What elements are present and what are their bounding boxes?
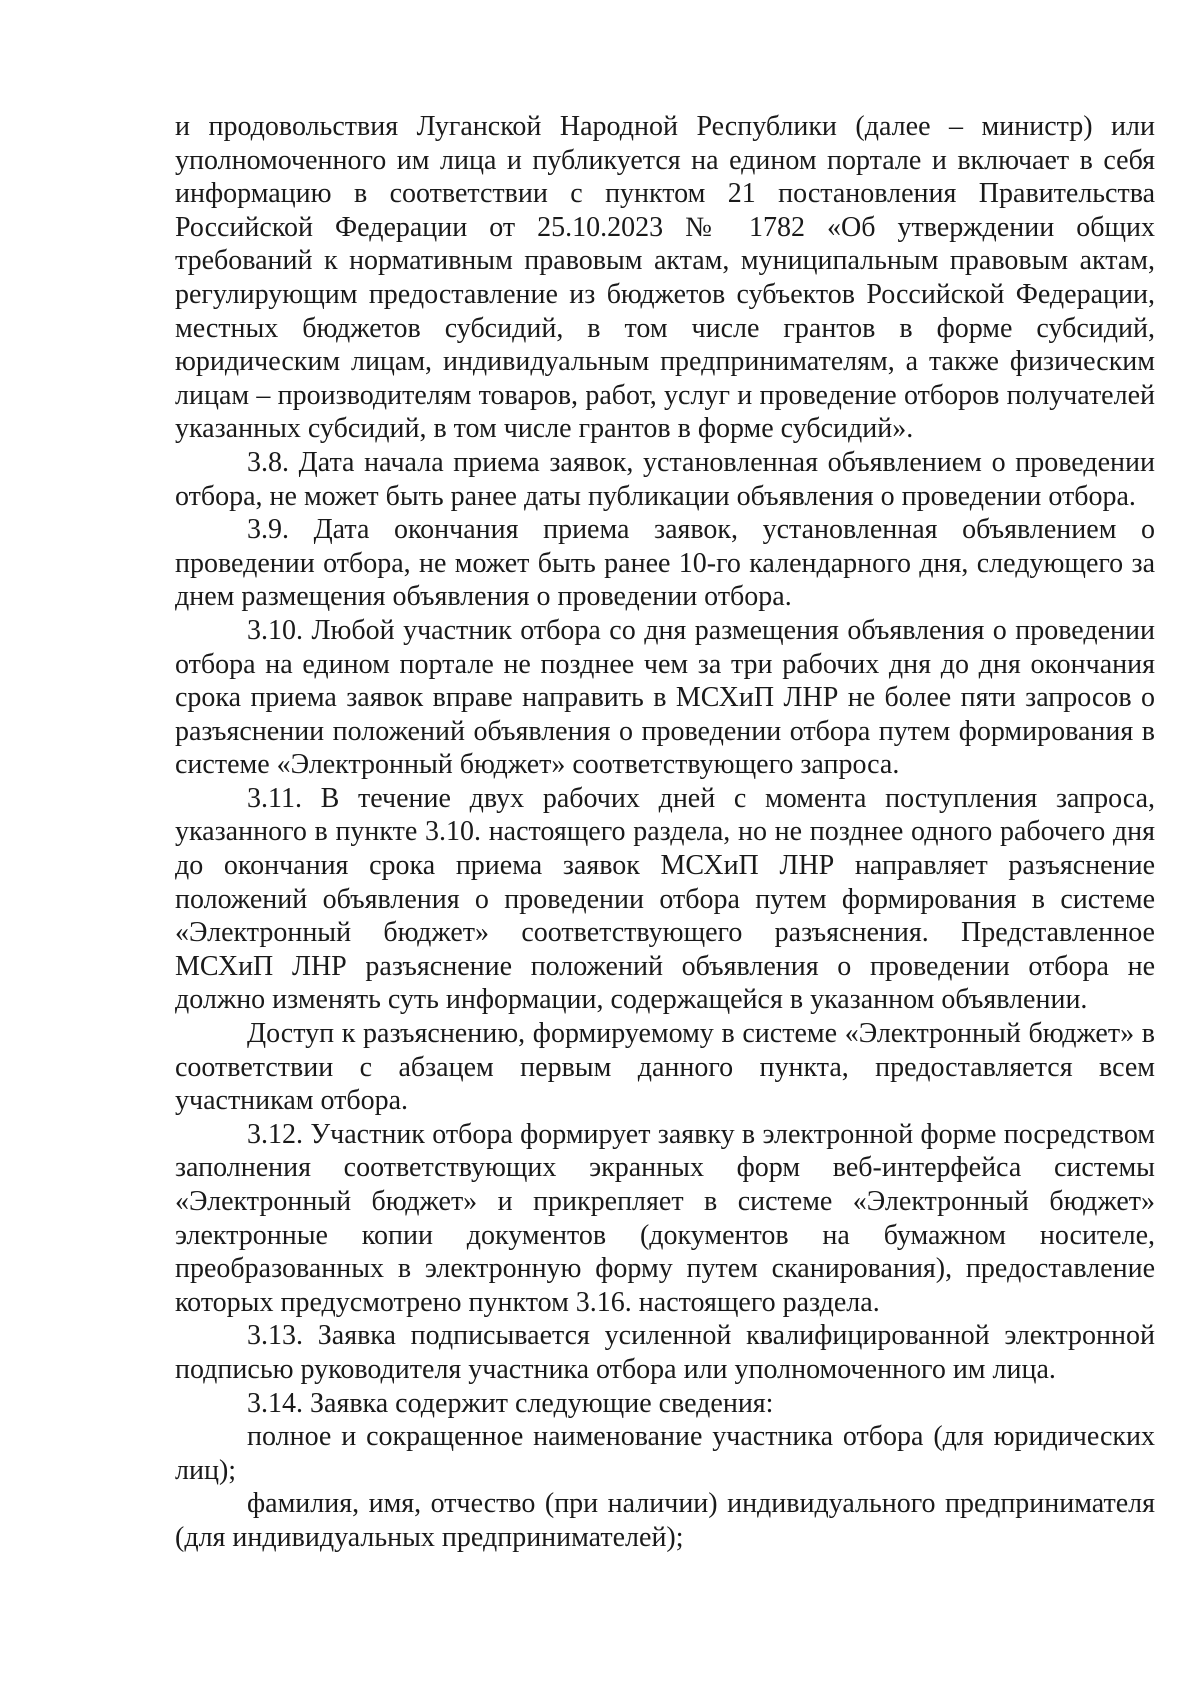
paragraph-continuation: и продовольствия Луганской Народной Республики (далее – министр) или уполномоченного им лица и публикуется на едином портале и включает в себя информацию в соответствии с пунктом 21 постановления Правительства Российской Федерации от 25.10.2023 № 1782 «Об утверждении общих требований к нормативным правовым актам, муниципальным правовым актам, регулирующим предоставление из бюджетов субъектов Российской Федерации, местных бюджетов субсидий, в том числе грантов в форме субсидий, юридическим лицам, индивидуальным предпринимателям, а также физическим лицам – производителям товаров, работ, услуг и проведение отборов получателей указанных субсидий, в том числе грантов в форме субсидий». xyxy=(175,111,1155,445)
paragraph-3-9: 3.9. Дата окончания приема заявок, установленная объявлением о проведении отбора, не может быть ранее 10-го календарного дня, следующего за днем размещения объявления о проведении отбора. xyxy=(175,514,1155,613)
paragraph-3-11-access: Доступ к разъяснению, формируемому в системе «Электронный бюджет» в соответствии с абзацем первым данного пункта, предоставляется всем участникам отбора. xyxy=(175,1018,1155,1117)
paragraph-3-14-item-fio: фамилия, имя, отчество (при наличии) индивидуального предпринимателя (для индивидуальных предпринимателей); xyxy=(175,1488,1155,1553)
paragraph-3-14: 3.14. Заявка содержит следующие сведения: xyxy=(247,1387,774,1419)
paragraph-3-12: 3.12. Участник отбора формирует заявку в электронной форме посредством заполнения соответствующих экранных форм веб-интерфейса системы «Электронный бюджет» и прикрепляет в системе «Электронный бюджет» электронные копии документов (документов на бумажном носителе, преобразованных в электронную форму путем сканирования), предоставление которых предусмотрено пунктом 3.16. настоящего раздела. xyxy=(175,1118,1155,1318)
paragraph-3-13: 3.13. Заявка подписывается усиленной квалифицированной электронной подписью руководителя участника отбора или уполномоченного им лица. xyxy=(175,1320,1155,1385)
document-page xyxy=(175,110,1155,1555)
paragraph-3-11: 3.11. В течение двух рабочих дней с момента поступления запроса, указанного в пункте 3.10. настоящего раздела, но не позднее одного рабочего дня до окончания срока приема заявок МСХиП ЛНР направляет разъяснение положений объявления о проведении отбора путем формирования в системе «Электронный бюджет» соответствующего разъяснения. Представленное МСХиП ЛНР разъяснение положений объявления о проведении отбора не должно изменять суть информации, содержащейся в указанном объявлении. xyxy=(175,782,1155,1016)
paragraph-3-14-item-name: полное и сокращенное наименование участника отбора (для юридических лиц); xyxy=(175,1421,1155,1486)
paragraph-3-8: 3.8. Дата начала приема заявок, установленная объявлением о проведении отбора, не может быть ранее даты публикации объявления о проведении отбора. xyxy=(175,446,1155,512)
paragraph-3-10: 3.10. Любой участник отбора со дня размещения объявления о проведении отбора на едином портале не позднее чем за три рабочих дня до дня окончания срока приема заявок вправе направить в МСХиП ЛНР не более пяти запросов о разъяснении положений объявления о проведении отбора путем формирования в системе «Электронный бюджет» соответствующего запроса. xyxy=(175,614,1155,781)
